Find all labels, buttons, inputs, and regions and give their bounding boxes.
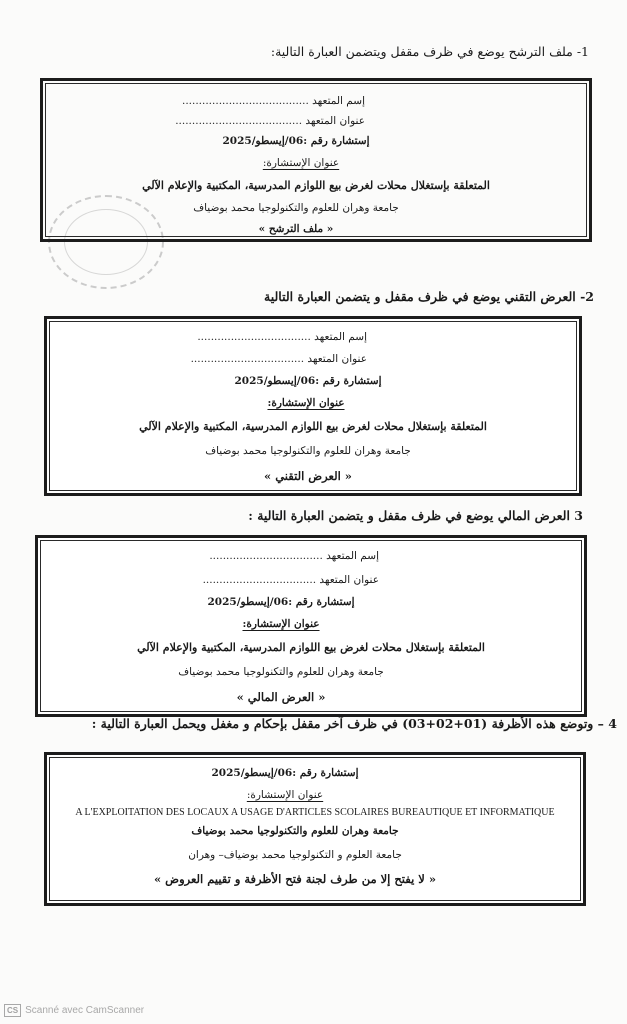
university-name: جامعة وهران للعلوم والتكنولوجيا محمد بوضياف — [178, 666, 384, 678]
envelope-label: « العرض التقني » — [264, 469, 352, 483]
bidder-address-field: .................................. — [190, 353, 305, 365]
consultation-number: إستشارة رقم :06/إيسطو/2025 — [207, 596, 355, 608]
university-full-name: جامعة العلوم و التكنولوجيا محمد بوضياف– وهران — [188, 849, 402, 861]
bidder-name-field: .................................. — [197, 331, 311, 343]
section-2-heading: 2- العرض التقني يوضع في ظرف مقفل و يتضمن العبارة التالية — [264, 289, 594, 304]
bidder-name-row — [197, 331, 367, 343]
section-4-heading: 4 – وتوضع هذه الأظرفة (01+02+03) في ظرف آخر مقفل بإحكام و مغفل ويحمل العبارة التالية : — [91, 716, 617, 731]
bidder-name-field: ...................................... — [181, 95, 309, 107]
section-3-heading: 3 العرض المالي يوضع في ظرف مقفل و يتضمن العبارة التالية : — [248, 508, 583, 523]
consultation-subject: المتعلقة بإستغلال محلات لغرض بيع اللوازم المدرسية، المكتبية والإعلام الآلي — [142, 179, 490, 192]
section-1-heading: 1- ملف الترشح يوضع في ظرف مقفل ويتضمن العبارة التالية: — [270, 44, 589, 59]
bidder-address-label: عنوان المتعهد — [319, 574, 379, 586]
opening-notice: « لا يفتح إلا من طرف لجنة فتح الأظرفة و تقييم العروض » — [153, 872, 437, 886]
consultation-number: إستشارة رقم :06/إيسطو/2025 — [211, 767, 359, 779]
envelope-box-candidacy — [40, 78, 592, 242]
consultation-title-label: عنوان الإستشارة: — [262, 157, 340, 169]
envelope-label: « ملف الترشح » — [258, 223, 334, 235]
university-name: جامعة وهران للعلوم والتكنولوجيا محمد بوضياف — [191, 825, 399, 837]
scanner-text: Scanné avec CamScanner — [25, 1005, 145, 1016]
consultation-subject-french: A L'EXPLOITATION DES LOCAUX A USAGE D'ARTICLES SCOLAIRES BUREAUTIQUE ET INFORMATIQUE — [75, 807, 555, 818]
bidder-address-label: عنوان المتعهد — [307, 353, 367, 365]
consultation-title-label: عنوان الإستشارة: — [267, 397, 345, 409]
bidder-address-row — [191, 353, 367, 365]
bidder-address-row — [175, 115, 365, 127]
envelope-box-technical — [44, 316, 582, 496]
bidder-name-row — [209, 550, 379, 562]
camscanner-logo-icon: CS — [4, 1004, 21, 1017]
bidder-name-label: إسم المتعهد — [314, 331, 367, 343]
bidder-name-field: .................................. — [209, 550, 323, 562]
envelope-label: « العرض المالي » — [236, 690, 326, 704]
consultation-subject: المتعلقة بإستغلال محلات لغرض بيع اللوازم المدرسية، المكتبية والإعلام الآلي — [139, 420, 487, 433]
bidder-name-label: إسم المتعهد — [326, 550, 379, 562]
consultation-title-label: عنوان الإستشارة: — [246, 789, 324, 801]
envelope-box-outer — [44, 752, 586, 906]
scanner-watermark — [4, 1004, 144, 1017]
envelope-box-financial — [35, 535, 587, 717]
bidder-address-field: .................................. — [202, 574, 317, 586]
university-name: جامعة وهران للعلوم والتكنولوجيا محمد بوضياف — [205, 445, 411, 457]
bidder-address-row — [203, 574, 379, 586]
consultation-number: إستشارة رقم :06/إيسطو/2025 — [222, 135, 370, 147]
consultation-subject: المتعلقة بإستغلال محلات لغرض بيع اللوازم المدرسية، المكتبية والإعلام الآلي — [137, 641, 485, 654]
consultation-title-label: عنوان الإستشارة: — [242, 618, 320, 630]
bidder-address-label: عنوان المتعهد — [305, 115, 365, 127]
bidder-address-field: ...................................... — [175, 115, 303, 127]
bidder-name-label: إسم المتعهد — [312, 95, 365, 107]
consultation-number: إستشارة رقم :06/إيسطو/2025 — [234, 375, 382, 387]
university-name: جامعة وهران للعلوم والتكنولوجيا محمد بوضياف — [193, 202, 399, 214]
bidder-name-row — [182, 95, 365, 107]
